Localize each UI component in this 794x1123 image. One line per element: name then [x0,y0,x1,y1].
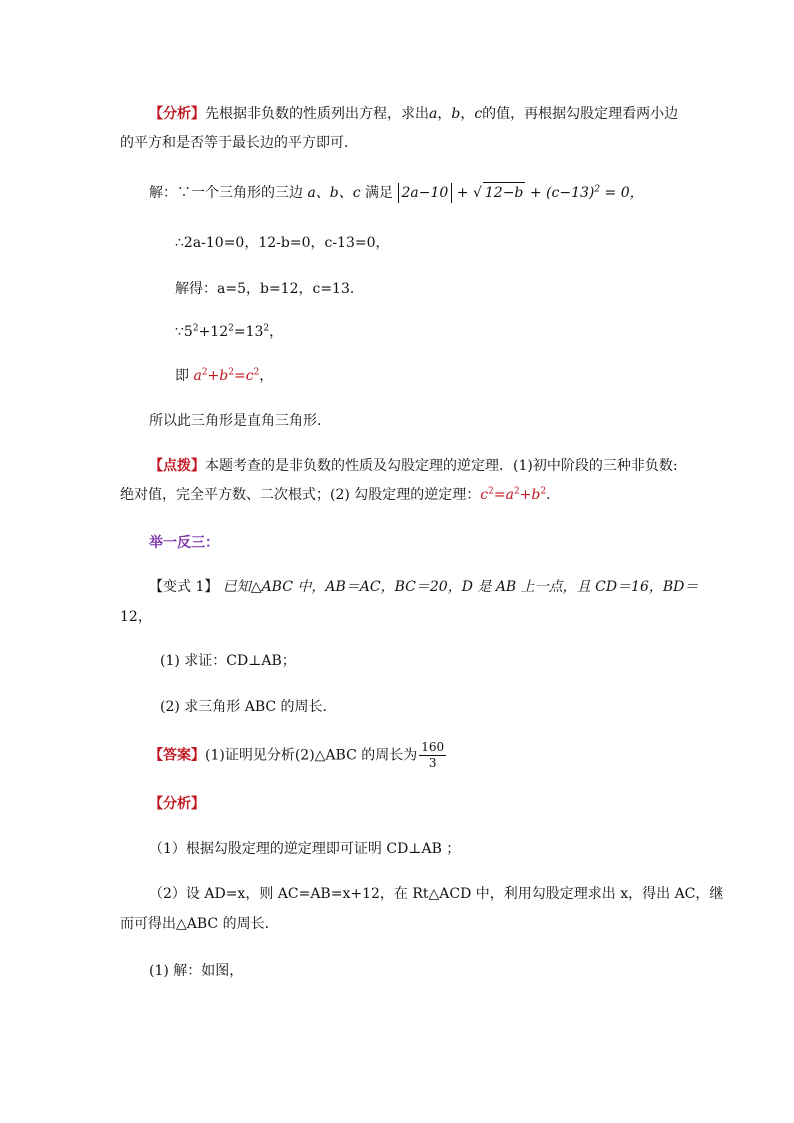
analysis-text: 的值，再根据勾股定理看两小边 [482,106,679,122]
fraction [419,740,446,771]
sep: ， [437,106,452,122]
punct: ， [269,324,284,340]
variant-line-1 [149,577,698,597]
var-c: c [474,106,483,122]
exponent: 2 [228,323,234,334]
term: +12 [198,324,229,340]
exponent: 2 [488,486,494,497]
exponent: 2 [228,367,234,378]
punct: ， [259,368,274,384]
numerator: 160 [421,740,445,754]
answer-tag: 【答案】 [149,747,205,764]
tip-line-1 [149,456,678,476]
term: =13 [233,324,264,340]
term: ∵5 [175,324,193,340]
variant-line-2: 12， [120,609,152,625]
analysis2-p2-line1: （2）设 AD=x，则 AC=AB=x+12，在 Rt△ACD 中，利用勾股定理求出 x，得出 AC，继 [149,886,724,902]
solution-step-4 [175,366,273,386]
term: +b [519,487,541,503]
sep: ， [460,106,475,122]
exponent: 2 [263,323,270,334]
plus: + [525,185,547,201]
tip-text: 本题考查的是非负数的性质及勾股定理的逆定理．(1)初中阶段的三种非负数: [205,458,678,474]
condition-formula: 2a−10 + √ $12-b + (c-13)^2 = 0$， [398,185,644,201]
analysis2-p2-line2: 而可得出△ABC 的周长． [120,916,279,932]
analysis-tag: 【分析】 [149,106,205,122]
triangle-sides: a、b、c [307,185,361,201]
solution-conclusion: 所以此三角形是直角三角形． [149,413,331,429]
tip-line-2 [120,485,560,505]
squared-term: (c−13) [546,185,595,201]
tip-tag: 【点拨】 [149,458,205,474]
tip-text: 绝对值，完全平方数、二次根式；(2) 勾股定理的逆定理： [120,487,481,503]
analysis2-p1: （1）根据勾股定理的逆定理即可证明 CD⊥AB ； [149,841,461,857]
analysis2-tag: 【分析】 [149,796,205,812]
term: a [193,368,202,384]
answer-line [149,740,446,771]
exponent: 2 [594,184,601,195]
term: =c [233,368,254,384]
term: c [480,487,489,503]
exponent: 2 [192,323,199,334]
exponent: 2 [513,486,520,497]
exponent: 2 [253,367,260,378]
question-2: (2) 求三角形 ABC 的周长． [160,699,337,715]
solution-condition [149,182,644,203]
exponent: 2 [540,486,547,497]
solution2-start: (1) 解：如图， [149,963,244,979]
denominator: 3 [428,756,437,770]
variant-text: 已知△ABC 中，AB＝AC，BC＝20，D 是 AB 上一点，且 CD＝16，BD＝ [218,579,699,595]
solution-step-3 [175,322,283,342]
term: +b [207,368,229,384]
var-b: b [451,106,461,122]
equals-zero: = 0， [600,185,644,201]
condition-text: 满足 [360,185,394,201]
prefix: 即 [175,368,194,384]
punct: ． [546,487,561,503]
analysis-line-2: 的平方和是否等于最长边的平方即可． [120,135,358,151]
var-a: a [429,106,438,122]
solution-step-2: 解得：a=5，b=12，c=13． [175,281,364,297]
analysis-line-1 [149,104,678,124]
analysis-text: 先根据非负数的性质列出方程，求出 [205,106,429,122]
term: =a [493,487,514,503]
plus: + [452,185,473,201]
square-root: 12−b [483,182,526,203]
answer-text: (1)证明见分析(2)△ABC 的周长为 [205,747,418,764]
question-1: (1) 求证：CD⊥AB； [160,653,296,669]
variant-tag: 【变式 1】 [149,579,219,595]
abs-value: 2a−10 [398,183,453,203]
section-title: 举一反三： [149,535,219,551]
exponent: 2 [201,367,208,378]
solution-step-1: ∴2a-10=0，12-b=0，c-13=0， [175,235,390,251]
solution-prefix: 解：∵一个三角形的三边 [149,185,308,201]
